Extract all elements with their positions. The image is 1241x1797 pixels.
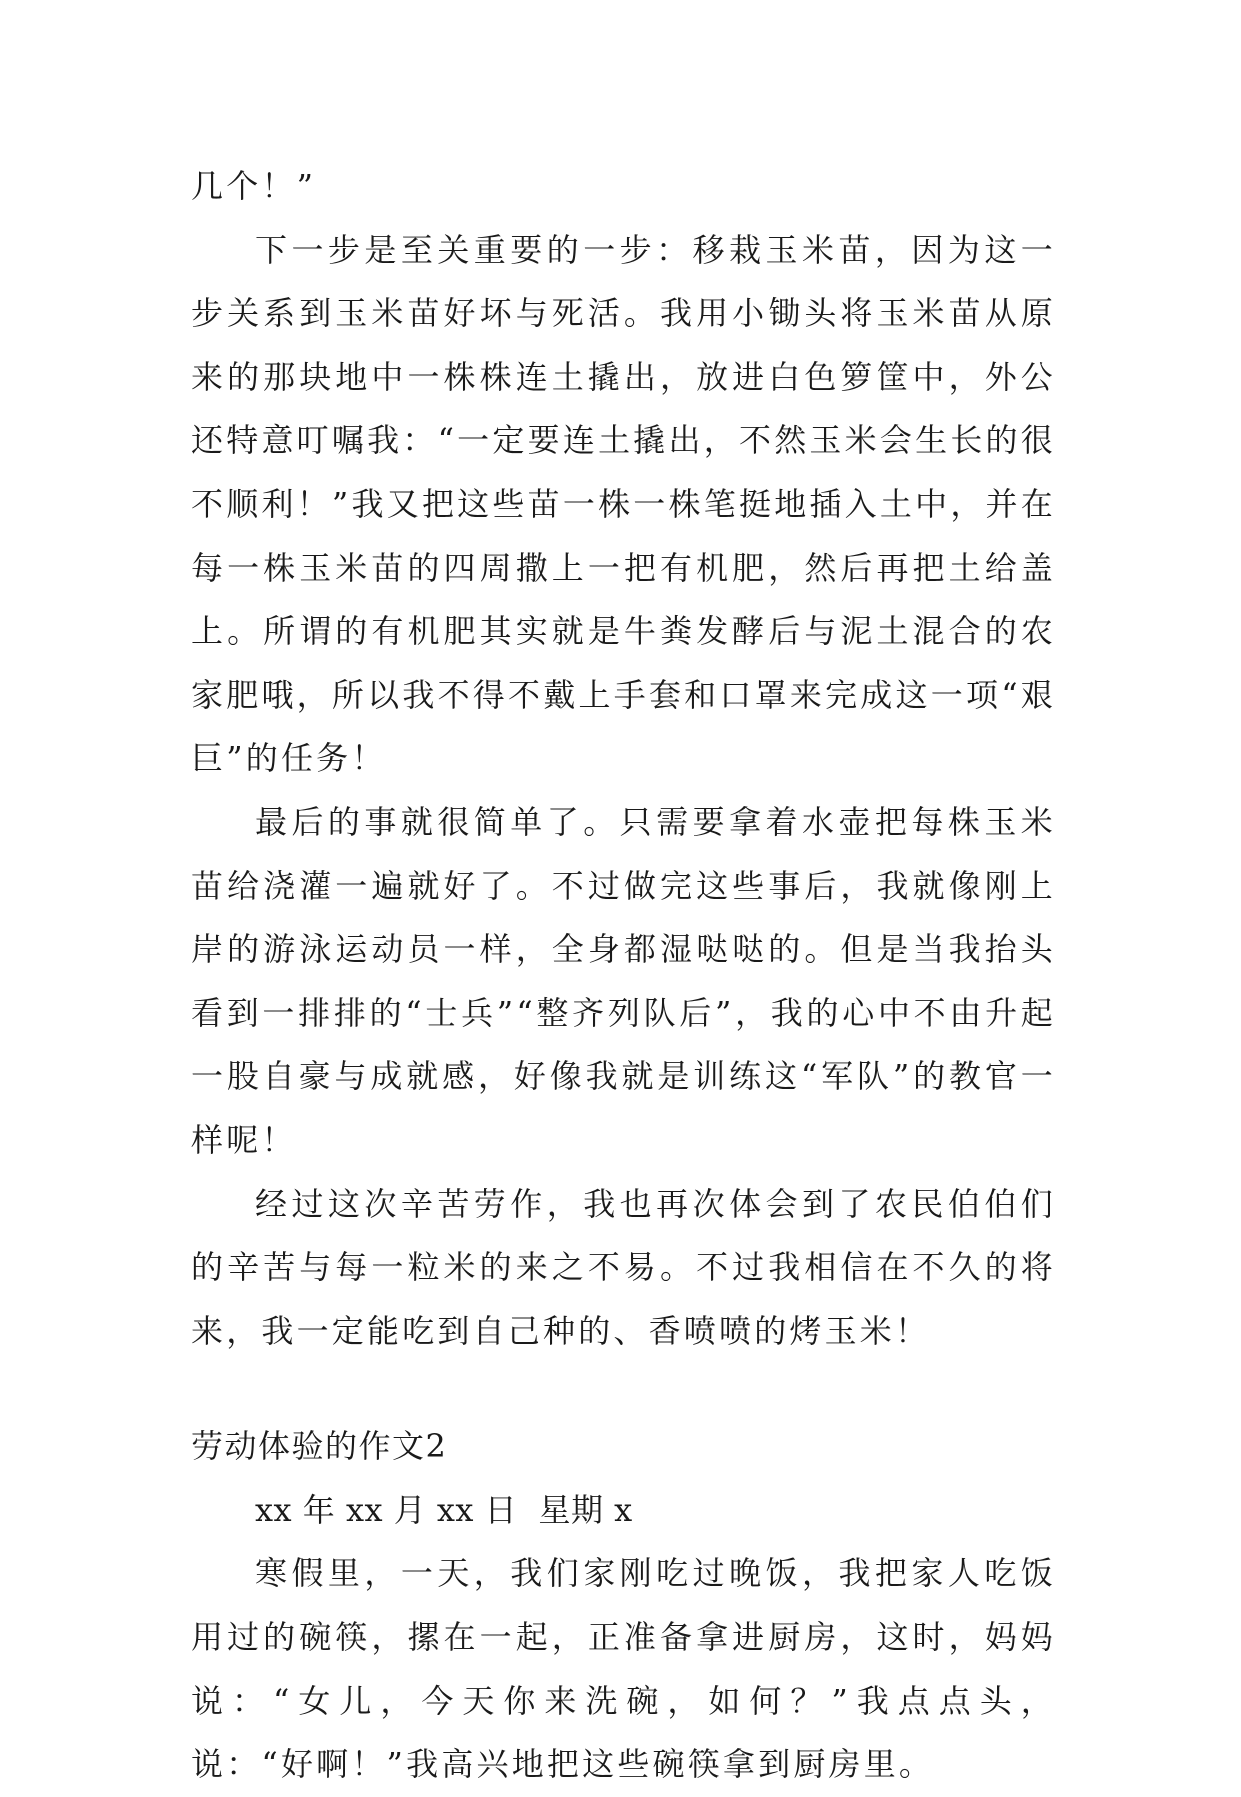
paragraph-continuation: 几个！” (191, 167, 317, 205)
date-line: xx 年 xx 月 xx 日 星期 x (255, 1490, 633, 1529)
section-title: 劳动体验的作文2 (191, 1427, 448, 1466)
document-body (191, 155, 1056, 1797)
paragraph-transplant: 下一步是至关重要的一步：移栽玉米苗，因为这一步关系到玉米苗好坏与死活。我用小锄头将玉米苗从原来的那块地中一株株连土撬出，放进白色箩筐中，外公还特意叮嘱我：“一定要连土撬出，不然玉米会生长的很不顺利！”我又把这些苗一株一株笔挺地插入土中，并在每一株玉米苗的四周撒上一把有机肥，然后再把土给盖上。所谓的有机肥其实就是牛粪发酵后与泥土混合的农家肥哦，所以我不得不戴上手套和口罩来完成这一项“艰巨”的任务！ (191, 230, 1056, 778)
paragraph-watering: 最后的事就很简单了。只需要拿着水壶把每株玉米苗给浇灌一遍就好了。不过做完这些事后，我就像刚上岸的游泳运动员一样，全身都湿哒哒的。但是当我抬头看到一排排的“士兵”“整齐列队后”，我的心中不由升起一股自豪与成就感，好像我就是训练这“军队”的教官一样呢！ (191, 802, 1056, 1159)
paragraph-conclusion: 经过这次辛苦劳作，我也再次体会到了农民伯伯们的辛苦与每一粒米的来之不易。不过我相信在不久的将来，我一定能吃到自己种的、香喷喷的烤玉米！ (191, 1184, 1056, 1350)
paragraph-winter-vacation: 寒假里，一天，我们家刚吃过晚饭，我把家人吃饭用过的碗筷，摞在一起，正准备拿进厨房，这时，妈妈说：“女儿，今天你来洗碗，如何？”我点点头，说：“好啊！”我高兴地把这些碗筷拿到厨房里。 (191, 1554, 1056, 1784)
